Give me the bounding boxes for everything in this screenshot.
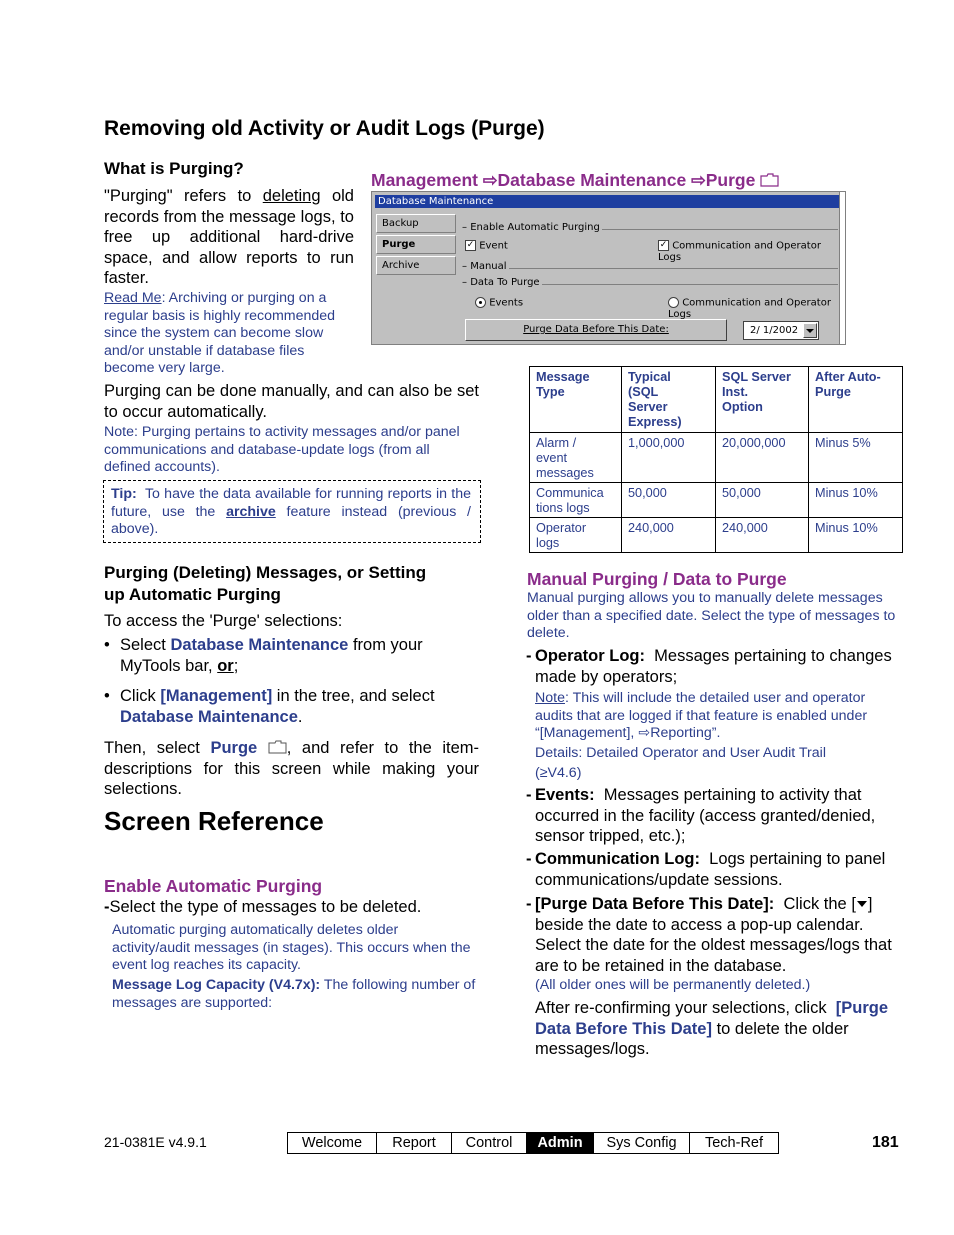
table-cell: Operator logs — [530, 518, 622, 553]
table-row — [530, 518, 903, 553]
dropdown-arrow-icon — [856, 899, 868, 909]
bullet-dot: • — [104, 687, 110, 705]
table-cell: 50,000 — [622, 483, 716, 518]
arrow-icon: ⇨ — [638, 725, 651, 741]
table-cell: Minus 5% — [809, 433, 903, 483]
breadcrumb-purge[interactable]: Purge — [705, 170, 756, 190]
dropdown-button[interactable] — [803, 323, 817, 338]
tab-sys-config[interactable]: Sys Config — [594, 1133, 690, 1153]
table-header-cell: After Auto- Purge — [809, 367, 903, 433]
capacity-table — [529, 366, 903, 553]
enable-auto-heading: Enable Automatic Purging — [104, 876, 323, 896]
purging-intro: To access the 'Purge' selections: — [104, 612, 343, 630]
arrow-icon: ⇨ — [482, 170, 498, 190]
table-cell: 1,000,000 — [622, 433, 716, 483]
screen-reference-heading: Screen Reference — [104, 806, 324, 836]
chevron-down-icon — [804, 324, 816, 337]
tip-box — [103, 480, 481, 543]
purging-section-heading: Purging (Deleting) Messages, or Setting up Automatic Purging — [104, 563, 427, 604]
window-titlebar: Database Maintenance — [375, 195, 839, 208]
table-cell: 50,000 — [716, 483, 809, 518]
bullet-dot: • — [104, 636, 110, 654]
details-link[interactable]: Details: Detailed Operator and User Audit Trail (≥V4.6) — [535, 745, 826, 781]
events-radio-row[interactable]: Events — [475, 297, 523, 309]
table-cell: Alarm / event messages — [530, 433, 622, 483]
table-row — [530, 433, 903, 483]
folder-icon — [268, 740, 287, 754]
table-header-cell: Typical (SQL Server Express) — [622, 367, 716, 433]
manual-purging-intro: Manual purging allows you to manually delete messages older than a specified date. Select the type of messages to delete. — [527, 590, 896, 641]
tab-tech-ref[interactable]: Tech-Ref — [704, 1135, 764, 1151]
tab-admin[interactable]: Admin — [527, 1133, 594, 1153]
date-picker[interactable]: 2/ 1/2002 — [743, 321, 819, 340]
nav-backup[interactable]: Backup — [376, 214, 456, 233]
page-number: 181 — [872, 1134, 899, 1151]
then-select: Then, select Purge , and refer to the item-descriptions for this screen while making your selections. — [104, 739, 479, 798]
bullet-1: • Select Database Maintenance from your MyTools bar, or; — [104, 636, 423, 675]
events-item: - Events: Messages pertaining to activity that occurred in the facility (access granted/denied, sensor tripped, etc.); — [526, 786, 876, 845]
purge-link[interactable]: Purge — [210, 739, 258, 757]
tab-control[interactable]: Control — [452, 1133, 527, 1153]
bullet-2: • Click [Management] in the tree, and select Database Maintenance. — [104, 687, 435, 726]
enable-auto-group-label: – Enable Automatic Purging — [462, 222, 600, 233]
enable-auto-line: -Select the type of messages to be deleted. — [104, 898, 422, 916]
table-header-cell: SQL Server Inst. Option — [716, 367, 809, 433]
enable-auto-note: Automatic purging automatically deletes older activity/audit messages (in stages). This occurs when the event log reaches its capacity. — [112, 922, 471, 973]
manual-group-label: – Manual — [462, 261, 507, 272]
purge-data-button[interactable]: Purge Data Before This Date: — [465, 319, 727, 341]
database-maintenance-window — [371, 191, 846, 345]
folder-icon — [760, 173, 779, 187]
event-checkbox[interactable]: ✓ — [466, 240, 475, 250]
nav-archive[interactable]: Archive — [376, 256, 456, 275]
readme-note: Read Me: Archiving or purging on a regular basis is highly recommended since the system can become slow and/or unstable if database files become very large. — [104, 290, 336, 376]
events-radio[interactable] — [475, 297, 486, 308]
comm-checkbox[interactable]: ✓ — [659, 240, 668, 250]
after-confirm: After re-confirming your selections, click [Purge Data Before This Date] to delete the older messages/logs. — [535, 999, 889, 1058]
all-older-note: (All older ones will be permanently deleted.) — [535, 977, 811, 993]
database-maintenance-link[interactable]: Database Maintenance — [170, 636, 349, 654]
comm-radio-row[interactable]: Communication and Operator Logs — [668, 297, 831, 320]
purging-note: Note: Purging pertains to activity messages and/or panel communications and database-update logs (from all defined accounts). — [104, 424, 460, 475]
arrow-icon: ⇨ — [691, 170, 706, 190]
comm-checkbox-row[interactable]: ✓ Communication and Operator Logs — [658, 240, 821, 263]
group-divider — [460, 268, 838, 269]
management-link[interactable]: [Management] — [160, 687, 273, 705]
table-header-row — [530, 367, 903, 433]
purging-definition: "Purging" refers to deleting old records from the message logs, to free up additional hard-drive space, and allow reports to run faster. — [104, 187, 354, 287]
table-cell: Communica tions logs — [530, 483, 622, 518]
tab-report[interactable]: Report — [377, 1133, 452, 1153]
operator-log-item: - Operator Log: Messages pertaining to changes made by operators; — [526, 647, 892, 686]
comm-radio[interactable] — [668, 297, 679, 308]
purge-date-item: - [Purge Data Before This Date]: Click the [ ] beside the date to access a pop-up calendar. Select the date for the oldest messages/logs that are to be retained in the database. — [526, 895, 892, 975]
archive-link[interactable]: archive — [226, 503, 276, 520]
table-cell: Minus 10% — [809, 483, 903, 518]
table-cell: 20,000,000 — [716, 433, 809, 483]
purge-data-link[interactable]: [Purge Data Before This Date] — [535, 999, 889, 1038]
table-row — [530, 483, 903, 518]
deleting-term: deleting — [262, 187, 321, 205]
what-is-purging-heading: What is Purging? — [104, 159, 244, 178]
breadcrumb — [371, 170, 779, 191]
tab-welcome[interactable]: Welcome — [288, 1133, 377, 1153]
manual-purging-heading: Manual Purging / Data to Purge — [527, 569, 787, 589]
window-scrollbar[interactable] — [839, 192, 845, 344]
doc-id: 21-0381E v4.9.1 — [104, 1134, 207, 1150]
breadcrumb-management[interactable]: Management — [371, 170, 478, 190]
page-title: Removing old Activity or Audit Logs (Purge) — [104, 117, 545, 140]
table-cell: 240,000 — [622, 518, 716, 553]
communication-log-item: - Communication Log: Logs pertaining to panel communications/update sessions. — [526, 850, 886, 889]
operator-log-note: Note: This will include the detailed user and operator audits that are logged if that feature is enabled under “[Management], ⇨Reporting”. — [535, 690, 868, 741]
nav-purge[interactable]: Purge — [376, 235, 456, 254]
table-cell: 240,000 — [716, 518, 809, 553]
footer-nav — [287, 1132, 779, 1154]
breadcrumb-database-maintenance[interactable]: Database Maintenance — [497, 170, 687, 190]
table-cell: Minus 10% — [809, 518, 903, 553]
tip-text: Tip: To have the data available for running reports in the future, use the archive feature instead (previous / above). — [111, 486, 471, 537]
event-checkbox-row[interactable]: ✓ Event — [466, 240, 508, 252]
database-maintenance-link-2[interactable]: Database Maintenance — [120, 707, 298, 726]
readme-link[interactable]: Read Me — [104, 290, 162, 306]
capacity-note: Message Log Capacity (V4.7x): The following number of messages are supported: — [112, 977, 476, 1011]
data-to-purge-label: – Data To Purge — [462, 277, 540, 288]
table-header-cell: Message Type — [530, 367, 622, 433]
purging-manual-auto: Purging can be done manually, and can also be set to occur automatically. — [104, 382, 479, 421]
